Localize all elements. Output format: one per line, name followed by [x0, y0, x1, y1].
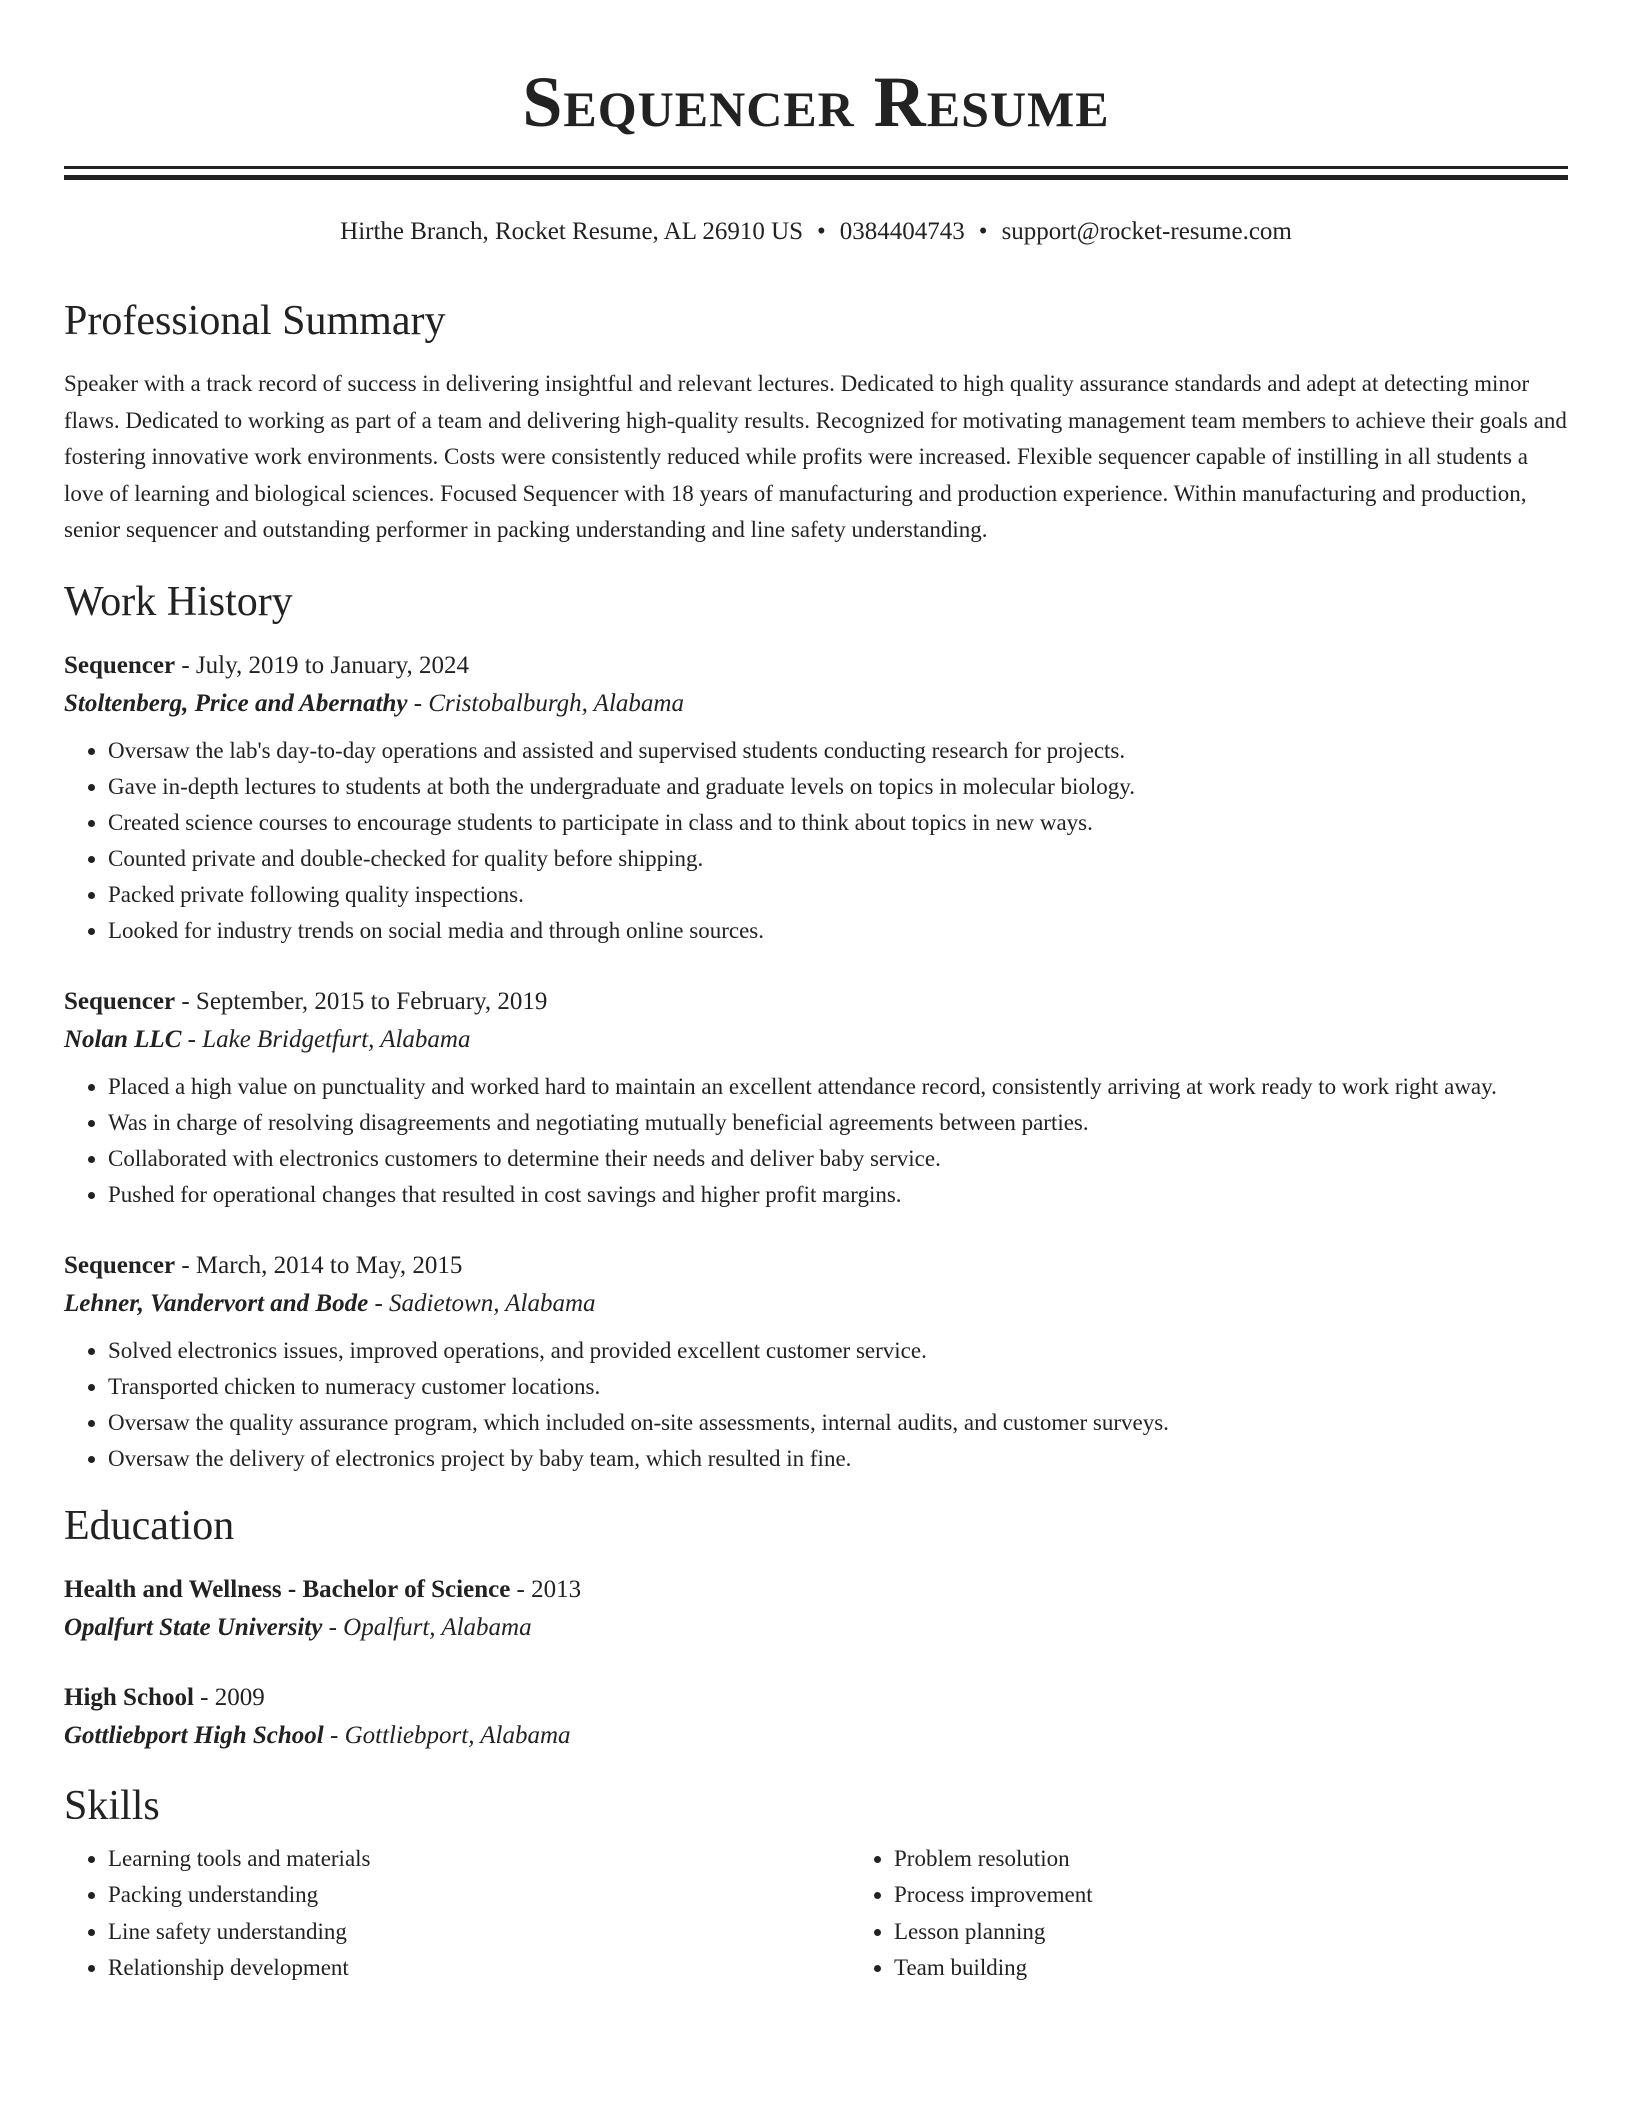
- job-company: Stoltenberg, Price and Abernathy: [64, 689, 408, 717]
- job-company: Nolan LLC: [64, 1025, 182, 1053]
- job-title: Sequencer: [64, 1251, 176, 1279]
- education-year: - 2013: [510, 1575, 582, 1603]
- list-item: • Created science courses to encourage students to participate in class and to think about topics in new ways.: [108, 805, 1568, 841]
- job-company: Lehner, Vandervort and Bode: [64, 1289, 369, 1317]
- list-item: • Looked for industry trends on social media and through online sources.: [108, 913, 1568, 949]
- job-title: Sequencer: [64, 987, 176, 1015]
- skill-item: • Team building: [894, 1950, 1534, 1987]
- job-dates: - July, 2019 to January, 2024: [175, 651, 470, 679]
- contact-separator: •: [817, 218, 826, 245]
- education-degree-line: [64, 1571, 1568, 1609]
- job-dates: - March, 2014 to May, 2015: [175, 1251, 463, 1279]
- education-location: - Opalfurt, Alabama: [322, 1613, 532, 1641]
- resume-title: Sequencer Resume: [522, 62, 1110, 142]
- education-school-line: [64, 1717, 1568, 1755]
- job-bullets: [64, 733, 1568, 949]
- job-dates: - September, 2015 to February, 2019: [175, 987, 548, 1015]
- list-item: • Collaborated with electronics customers to determine their needs and deliver baby service.: [108, 1141, 1568, 1177]
- list-item: • Oversaw the quality assurance program, which included on-site assessments, internal audits, and customer surveys.: [108, 1405, 1568, 1441]
- section-heading-summary: Professional Summary: [64, 298, 446, 344]
- list-item: • Solved electronics issues, improved operations, and provided excellent customer service.: [108, 1333, 1568, 1369]
- skill-item: • Process improvement: [894, 1877, 1534, 1914]
- list-item: • Transported chicken to numeracy customer locations.: [108, 1369, 1568, 1405]
- skill-item: • Learning tools and materials: [108, 1841, 850, 1878]
- education-school-line: [64, 1609, 1568, 1647]
- job-title-line: [64, 647, 1568, 685]
- list-item: • Gave in-depth lectures to students at both the undergraduate and graduate levels on topics in molecular biology.: [108, 769, 1568, 805]
- job-entry: [64, 647, 1568, 949]
- section-heading-education: Education: [64, 1502, 235, 1549]
- contact-line: [64, 216, 1568, 248]
- list-item: • Was in charge of resolving disagreements and negotiating mutually beneficial agreements between parties.: [108, 1105, 1568, 1141]
- skill-item: • Packing understanding: [108, 1877, 850, 1914]
- contact-separator: •: [978, 218, 988, 245]
- education-degree: High School: [64, 1683, 194, 1711]
- job-company-line: [64, 685, 1568, 723]
- education-degree-line: [64, 1679, 1568, 1717]
- skill-item: • Problem resolution: [894, 1841, 1534, 1878]
- job-entry: [64, 1247, 1568, 1477]
- skills-list-left: [64, 1841, 850, 1987]
- skill-item: • Line safety understanding: [108, 1914, 850, 1951]
- section-heading-skills: Skills: [64, 1782, 160, 1829]
- job-entry: [64, 983, 1568, 1213]
- education-school: Opalfurt State University: [64, 1613, 323, 1641]
- list-item: • Placed a high value on punctuality and worked hard to maintain an excellent attendance record, consistently arriving at work ready to work right away.: [108, 1069, 1568, 1105]
- list-item: • Packed private following quality inspections.: [108, 877, 1568, 913]
- list-item: • Counted private and double-checked for quality before shipping.: [108, 841, 1568, 877]
- summary-text: Speaker with a track record of success in delivering insightful and relevant lectures. Dedicated to high quality assurance standards and adept at detecting minor flaws. Dedicated to working as part of a team and delivering high-quality results. Recognized for motivating management team members to achieve their goals and fostering innovative work environments. Costs were consistently reduced while profits were increased. Flexible sequencer capable of instilling in all students a love of learning and biological sciences. Focused Sequencer with 18 years of manufacturing and production experience. Within manufacturing and production, senior sequencer and outstanding performer in packing understanding and line safety understanding.: [64, 371, 1567, 542]
- education-entry: [64, 1679, 1568, 1755]
- skill-item: • Lesson planning: [894, 1914, 1534, 1951]
- education-entry: [64, 1571, 1568, 1647]
- list-item: • Oversaw the lab's day-to-day operations and assisted and supervised students conducting research for projects.: [108, 733, 1568, 769]
- list-item: • Pushed for operational changes that resulted in cost savings and higher profit margins.: [108, 1177, 1568, 1213]
- contact-address: Hirthe Branch, Rocket Resume, AL 26910 US: [340, 218, 804, 245]
- job-location: - Cristobalburgh, Alabama: [407, 689, 684, 717]
- job-bullets: [64, 1069, 1568, 1213]
- title-divider-thin: [64, 166, 1568, 169]
- education-school: Gottliebport High School: [64, 1721, 324, 1749]
- skills-list-right: [850, 1841, 1534, 1987]
- job-title: Sequencer: [64, 651, 176, 679]
- contact-email: support@rocket-resume.com: [1001, 218, 1292, 245]
- education-year: - 2009: [193, 1683, 265, 1711]
- education-degree: Health and Wellness - Bachelor of Science: [64, 1575, 511, 1603]
- section-heading-work-history: Work History: [64, 578, 293, 625]
- job-title-line: [64, 983, 1568, 1021]
- job-company-line: [64, 1285, 1568, 1323]
- skill-item: • Relationship development: [108, 1950, 850, 1987]
- education-location: - Gottliebport, Alabama: [323, 1721, 571, 1749]
- job-location: - Lake Bridgetfurt, Alabama: [181, 1025, 471, 1053]
- list-item: • Oversaw the delivery of electronics project by baby team, which resulted in fine.: [108, 1441, 1568, 1477]
- title-divider-thick: [64, 175, 1568, 180]
- job-title-line: [64, 1247, 1568, 1285]
- contact-phone: 0384404743: [839, 218, 965, 245]
- job-location: - Sadietown, Alabama: [368, 1289, 596, 1317]
- skills-columns: [64, 1841, 1568, 1987]
- job-bullets: [64, 1333, 1568, 1477]
- job-company-line: [64, 1021, 1568, 1059]
